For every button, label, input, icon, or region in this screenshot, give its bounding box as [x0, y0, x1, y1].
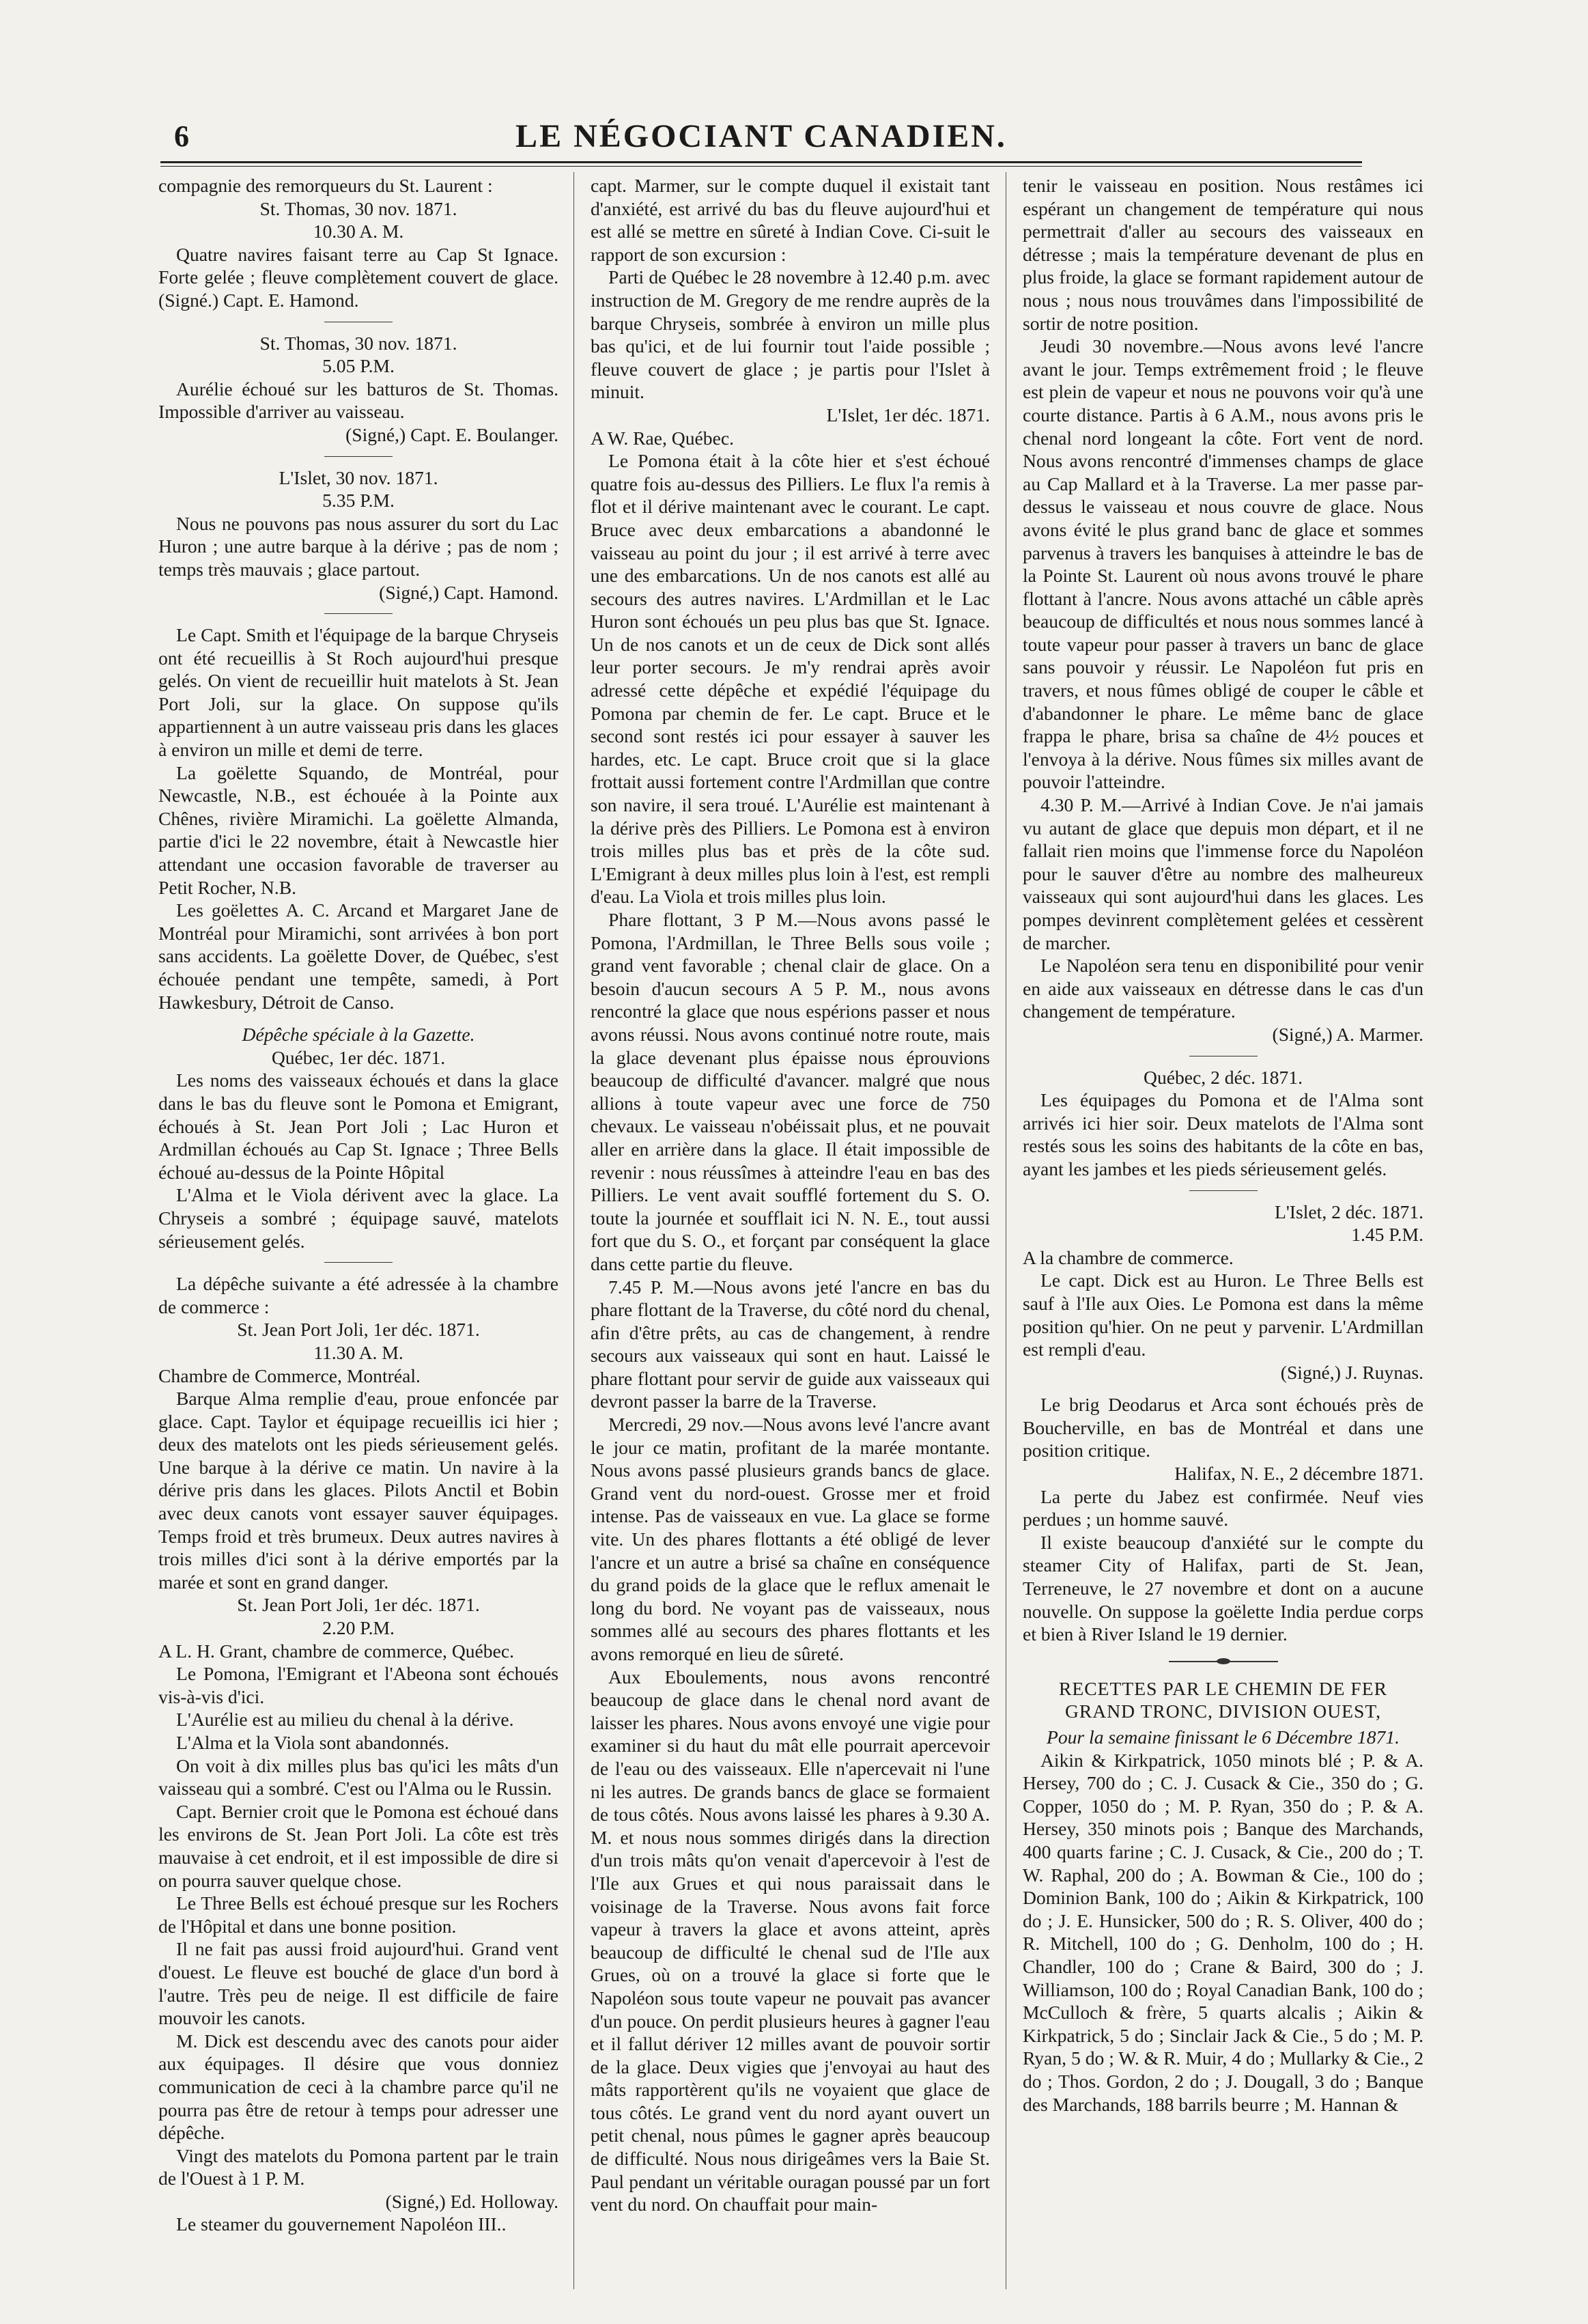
- separator: [1189, 1190, 1258, 1191]
- separator: [324, 613, 393, 614]
- section-heading: Dépêche spéciale à la Gazette.: [242, 1024, 475, 1046]
- dateline: St. Jean Port Joli, 1er déc. 1871.: [237, 1594, 480, 1616]
- paragraph: Aux Eboulements, nous avons rencontré beaucoup de glace dans le chenal nord avant de laisser les phares. Nous avons envoyé une vigie pour examiner si du haut du mât elle pourrait apercevoir de l'eau ou des vaisseaux. Elle n'apercevait ni l'une ni les autres. De grands bancs de glace se formaient de tous côtés. Nous avons laissé les phares à 9.30 A. M. et nous nous sommes dirigés dans la direction d'un trois mâts qu'on venait d'apercevoir à l'est de l'Ile aux Grues et qui nous paraissait dans le voisinage de la Traverse. Nous avons fait force vapeur à travers la glace et avons atteint, après beaucoup de difficulté le chenal sud de l'Ile aux Grues, où on a trouvé la glace si forte que le Napoléon sous toute vapeur ne pouvait pas avancer d'un pouce. On perdit plusieurs heures à gagner l'eau et il fallut dériver 12 milles avant de pouvoir sortir de la glace. Deux vigies que j'envoyai au haut des mâts rapportèrent qu'ils ne voyaient que glace de tous côtés. Le grand vent du nord ayant ouvert un petit chenal, nous pûmes le gagner après beaucoup de difficulté. Nous nous dirigeâmes vers la Baie St. Paul pendant un véritable ouragan poussé par un fort vent du nord. On chauffait pour main-: [591, 1666, 990, 2215]
- paragraph: Le Three Bells est échoué presque sur les Rochers de l'Hôpital et dans une bonne position.: [158, 1892, 558, 1937]
- time-line: 5.05 P.M.: [322, 355, 395, 377]
- addressee: A W. Rae, Québec.: [591, 427, 734, 449]
- paragraph: La dépêche suivante a été adressée à la chambre de commerce :: [158, 1273, 558, 1317]
- addressee: A la chambre de commerce.: [1023, 1246, 1234, 1268]
- separator: [324, 1262, 393, 1263]
- paragraph: Le steamer du gouvernement Napoléon III..: [176, 2213, 507, 2235]
- masthead: [160, 117, 1362, 157]
- section-subheading: Pour la semaine finissant le 6 Décembre 1871.: [1046, 1726, 1400, 1748]
- paragraph: Nous ne pouvons pas nous assurer du sort du Lac Huron ; une autre barque à la dérive ; pas de nom ; temps très mauvais ; glace partout.: [158, 512, 558, 580]
- paragraph: L'Aurélie est au milieu du chenal à la dérive.: [176, 1709, 514, 1731]
- addressee: Chambre de Commerce, Montréal.: [158, 1364, 421, 1386]
- paragraph: Le Pomona était à la côte hier et s'est échoué quatre fois au-dessus des Pilliers. Le flux l'a remis à flot et il dérive maintenant avec le courant. Le capt. Bruce avec deux embarcations a abandonné le vaisseau au point du jour ; il est arrivé à terre avec une des embarcations. Un de nos canots est allé au secours des autres navires. L'Ardmillan et le Lac Huron sont échoués un peu plus bas que St. Ignace. Un de nos canots et un de ceux de Dick sont allés leur porter secours. Je m'y rendrai après avoir adressé cette dépêche et expédié l'équipage du Pomona par chemin de fer. Le capt. Bruce et le second sont restés ici pour essayer à sauver les hardes, etc. Le capt. Bruce croit que si la glace frottait aussi fortement contre l'Ardmillan que contre son navire, il sera troué. L'Aurélie est maintenant à la dérive près des Pilliers. Le Pomona est à environ trois milles plus bas et près de la côte sud. L'Emigrant à deux milles plus loin à l'est, est rempli d'eau. La Viola et trois milles plus loin.: [591, 450, 990, 908]
- paragraph: Phare flottant, 3 P M.—Nous avons passé le Pomona, l'Ardmillan, le Three Bells sous voile ; grand vent favorable ; chenal clair de glace. On a besoin d'aucun secours A 5 P. M., nous avons rencontré la glace que nous espérions passer et nous avons réussi. Nous avons continué notre route, mais la glace devenant plus épaisse nous éprouvions beaucoup de difficulté d'avancer. malgré que nous allions à toute vapeur avec une force de 750 chevaux. Le vaisseau n'obéissait plus, et ne pouvait aller en arrière dans la glace. Il était impossible de revenir : nous réussîmes à atteindre l'eau en bas des Pilliers. Le vent avait soufflé fortement du S. O. toute la journée et soufflait ici N. N. E., tout aussi fort que du S. O., et forçant par conséquent la glace dans cette partie du fleuve.: [591, 909, 990, 1274]
- addressee: A L. H. Grant, chambre de commerce, Québec.: [158, 1640, 514, 1662]
- separator: [324, 456, 393, 457]
- paragraph: Les équipages du Pomona et de l'Alma sont arrivés ici hier soir. Deux matelots de l'Alma sont restés sous les soins des habitants de la côte en bas, ayant les jambes et les pieds sérieusement gelés.: [1023, 1089, 1423, 1179]
- dateline: Québec, 1er déc. 1871.: [271, 1046, 446, 1068]
- column-1: [158, 174, 558, 2284]
- paragraph: 4.30 P. M.—Arrivé à Indian Cove. Je n'ai jamais vu autant de glace que depuis mon départ, et il ne fallait rien moins que l'immense force du Napoléon pour le sauver d'être au nombre des malheureux vaisseaux qui sont aujourd'hui dans les glaces. Les pompes devinrent complètement gelées et cessèrent de marcher.: [1023, 794, 1423, 953]
- spacer: [1023, 1384, 1423, 1393]
- paragraph: Le Napoléon sera tenu en disponibilité pour venir en aide aux vaisseaux en détresse dans le cas d'un changement de température.: [1023, 955, 1423, 1022]
- paragraph: Le capt. Dick est au Huron. Le Three Bells est sauf à l'Ile aux Oies. Le Pomona est dans la même position qu'hier. On ne peut y parvenir. L'Ardmillan est rempli d'eau.: [1023, 1270, 1423, 1360]
- dateline: L'Islet, 1er déc. 1871.: [826, 404, 990, 425]
- paragraph: Mercredi, 29 nov.—Nous avons levé l'ancre avant le jour ce matin, profitant de la marée montante. Nous avons passé plusieurs grands bancs de glace. Grand vent du nord-ouest. Grosse mer et froid intense. Pas de vaisseaux en vue. La glace se forme vite. Un des phares flottants a été obligé de lever l'ancre et un autre a brisé sa chaîne en conséquence du grand poids de la glace que le reflux amenait le long du bord. Ne voyant pas de vaisseaux, nous sommes allé au secours des phares flottants et les avons remorqué en lieu de sûreté.: [591, 1414, 990, 1664]
- paragraph: Jeudi 30 novembre.—Nous avons levé l'ancre avant le jour. Temps extrêmement froid ; le fleuve est plein de vapeur et nous ne pouvons voir qu'à une courte distance. Partis à 6 A.M., nous avons pris le chenal nord longeant la côte. Fort vent de nord. Nous avons rencontré d'immenses champs de glace au Cap Mallard et à la Traverse. La mer passe par-dessus le vaisseau et nous couvre de glace. Nous avons évité le plus grand banc de glace et sommes parvenus à travers les banquises à atteindre le bas de la Pointe St. Laurent où nous avons trouvé le phare flottant à l'ancre. Nous avons attaché un câble après beaucoup de difficultés et nous nous sommes lancé à toute vapeur pour passer à travers un banc de glace sans pouvoir y réussir. Le Napoléon fut pris en travers, et nous fûmes obligé de couper le câble et d'abandonner le phare. Le même banc de glace frappa le phare, brisa sa chaîne de 4½ pouces et l'envoya à la dérive. Nous fûmes six milles avant de pouvoir l'atteindre.: [1023, 335, 1423, 793]
- paragraph: compagnie des remorqueurs du St. Laurent :: [158, 175, 493, 196]
- paragraph: Les goëlettes A. C. Arcand et Margaret Jane de Montréal pour Miramichi, sont arrivées à bon port sans accidents. La goëlette Dover, de Québec, s'est échouée pendant une tempête, samedi, à Port Hawkesbury, Détroit de Canso.: [158, 899, 558, 1013]
- time-line: 1.45 P.M.: [1351, 1224, 1423, 1246]
- paragraph: La perte du Jabez est confirmée. Neuf vies perdues ; un homme sauvé.: [1023, 1485, 1423, 1530]
- paragraph: Les noms des vaisseaux échoués et dans la glace dans le bas du fleuve sont le Pomona et Emigrant, échoués à St. Jean Port Joli ; Lac Huron et Ardmillan échoués au Cap St. Ignace ; Three Bells échoué au-dessus de la Pointe Hôpital: [158, 1069, 558, 1183]
- time-line: 11.30 A. M.: [313, 1341, 403, 1363]
- signature: (Signé,) A. Marmer.: [1272, 1023, 1423, 1045]
- signature: (Signé,) Capt. E. Boulanger.: [345, 423, 558, 445]
- masthead-rule: [160, 161, 1362, 163]
- paragraph: Aikin & Kirkpatrick, 1050 minots blé ; P. & A. Hersey, 700 do ; C. J. Cusack & Cie., 350 do ; G. Copper, 1050 do ; M. P. Ryan, 350 do ; P. & A. Hersey, 350 minots pois ; Banque des Marchands, 400 quarts farine ; C. J. Cusack, & Cie., 200 do ; T. W. Raphal, 200 do ; A. Bowman & Cie., 100 do ; Dominion Bank, 100 do ; Aikin & Kirkpatrick, 100 do ; J. E. Hunsicker, 500 do ; R. S. Oliver, 400 do ; R. Mitchell, 100 do ; G. Denholm, 100 do ; H. Chandler, 100 do ; Crane & Baird, 300 do ; J. Williamson, 100 do ; Royal Canadian Bank, 100 do ; McCulloch & frère, 5 quarts alcalis ; Aikin & Kirkpatrick, 5 do ; Sinclair Jack & Cie., 5 do ; M. P. Ryan, 5 do ; W. & R. Muir, 4 do ; Mullarky & Cie., 2 do ; Thos. Gordon, 2 do ; J. Dougall, 3 do ; Banque des Marchands, 188 barrils beurre ; M. Hannan &: [1023, 1749, 1423, 2115]
- column-divider: [573, 172, 574, 2289]
- paragraph: Quatre navires faisant terre au Cap St Ignace. Forte gelée ; fleuve complètement couvert de glace. (Signé.) Capt. E. Hamond.: [158, 243, 558, 311]
- column-3: [1023, 174, 1423, 2284]
- paragraph: L'Alma et la Viola sont abandonnés.: [176, 1732, 449, 1753]
- page-number: 6: [174, 120, 189, 153]
- paragraph: Parti de Québec le 28 novembre à 12.40 p.m. avec instruction de M. Gregory de me rendre auprès de la barque Chryseis, sombrée à environ un mille plus bas qu'ici, et de lui fournir tout l'aide possible ; fleuve couvert de glace ; je partis pour l'Islet à minuit.: [591, 266, 990, 403]
- section-heading: RECETTES PAR LE CHEMIN DE FER GRAND TRONC, DIVISION OUEST,: [1058, 1677, 1387, 1722]
- paragraph: Le Pomona, l'Emigrant et l'Abeona sont échoués vis-à-vis d'ici.: [158, 1663, 558, 1707]
- masthead-rule-thin: [160, 166, 1362, 167]
- ornamental-rule: [1169, 1661, 1278, 1662]
- paragraph: M. Dick est descendu avec des canots pour aider aux équipages. Il désire que vous donniez communication de ceci à la chambre parce qu'il ne pourra pas être de retour à temps pour adresser une dépêche.: [158, 2030, 558, 2144]
- spacer: [158, 1013, 558, 1023]
- paragraph: Le Capt. Smith et l'équipage de la barque Chryseis ont été recueillis à St Roch aujourd'hui presque gelés. On vient de recueillir huit matelots à St. Jean Port Joli, sur la glace. On suppose qu'ils appartiennent à un autre vaisseau pris dans les glaces à environ un mille et demi de terre.: [158, 624, 558, 761]
- dateline: Halifax, N. E., 2 décembre 1871.: [1174, 1463, 1423, 1485]
- time-line: 5.35 P.M.: [322, 490, 395, 512]
- dateline: St. Thomas, 30 nov. 1871.: [259, 332, 457, 354]
- paragraph: Il ne fait pas aussi froid aujourd'hui. Grand vent d'ouest. Le fleuve est bouché de glace d'un bord à l'autre. Très peu de neige. Il est difficile de faire mouvoir les canots.: [158, 1938, 558, 2029]
- paragraph: Le brig Deodarus et Arca sont échoués près de Boucherville, en bas de Montréal et dans une position critique.: [1023, 1394, 1423, 1461]
- paragraph: Il existe beaucoup d'anxiété sur le compte du steamer City of Halifax, parti de St. Jean, Terreneuve, le 27 novembre et dont on a aucune nouvelle. On suppose la goëlette India perdue corps et bien à River Island le 19 dernier.: [1023, 1531, 1423, 1645]
- signature: (Signé,) Capt. Hamond.: [379, 581, 558, 603]
- paragraph: Aurélie échoué sur les batturos de St. Thomas. Impossible d'arriver au vaisseau.: [158, 378, 558, 423]
- time-line: 10.30 A. M.: [313, 221, 404, 242]
- dateline: St. Jean Port Joli, 1er déc. 1871.: [237, 1319, 480, 1341]
- paragraph: capt. Marmer, sur le compte duquel il existait tant d'anxiété, est arrivé du bas du fleuve aujourd'hui et est allé se mettre en sûreté à Indian Cove. Ci-suit le rapport de son excursion :: [591, 175, 990, 265]
- column-2: [591, 174, 990, 2284]
- dateline: St. Thomas, 30 nov. 1871.: [259, 197, 457, 219]
- paragraph: La goëlette Squando, de Montréal, pour Newcastle, N.B., est échouée à la Pointe aux Chênes, rivière Miramichi. La goëlette Almanda, partie d'ici le 22 novembre, était à Newcastle hier attendant une occasion favorable de traverser au Petit Rocher, N.B.: [158, 761, 558, 898]
- dateline: L'Islet, 2 déc. 1871.: [1274, 1201, 1423, 1222]
- paragraph: 7.45 P. M.—Nous avons jeté l'ancre en bas du phare flottant de la Traverse, du côté nord du chenal, afin d'être prêts, au cas de changement, à rendre secours aux vaisseaux qui sont en haut. Laissé le phare flottant pour servir de guide aux vaisseaux qui devront passer la barre de la Traverse.: [591, 1276, 990, 1412]
- signature: (Signé,) J. Ruynas.: [1280, 1361, 1423, 1383]
- paragraph: L'Alma et le Viola dérivent avec la glace. La Chryseis a sombré ; équipage sauvé, matelots sérieusement gelés.: [158, 1184, 558, 1252]
- dateline: Québec, 2 déc. 1871.: [1144, 1066, 1303, 1088]
- newspaper-title: LE NÉGOCIANT CANADIEN.: [515, 118, 1007, 154]
- time-line: 2.20 P.M.: [322, 1617, 395, 1639]
- paragraph: Vingt des matelots du Pomona partent par le train de l'Ouest à 1 P. M.: [158, 2144, 558, 2189]
- dateline: L'Islet, 30 nov. 1871.: [279, 466, 438, 488]
- paragraph: Capt. Bernier croit que le Pomona est échoué dans les environs de St. Jean Port Joli. La côte est très mauvaise à cet endroit, et il est impossible de dire si on pourra sauver quelque chose.: [158, 1800, 558, 1891]
- paragraph: On voit à dix milles plus bas qu'ici les mâts d'un vaisseau qui a sombré. C'est ou l'Alma ou le Russin.: [158, 1754, 558, 1800]
- signature: (Signé,) Ed. Holloway.: [385, 2190, 558, 2212]
- paragraph: Barque Alma remplie d'eau, proue enfoncée par glace. Capt. Taylor et équipage recueillis ici hier ; deux des matelots ont les pieds sérieusement gelés. Une barque à la dérive ce matin. Un navire à la dérive pris dans les glaces. Pilots Anctil et Bobin avec deux canots vont essayer sauver équipages. Temps froid et très brumeux. Deux autres navires à trois milles d'ici sont à la dérive emportés par la marée et sont en grand danger.: [158, 1388, 558, 1593]
- paragraph: tenir le vaisseau en position. Nous restâmes ici espérant un changement de température qui nous permettrait d'aller au secours des vaisseaux en détresse ; mais la température devenant de plus en plus froide, la glace se formant rapidement autour de nous ; nous nous trouvâmes dans l'impossibilité de sortir de notre position.: [1023, 175, 1423, 334]
